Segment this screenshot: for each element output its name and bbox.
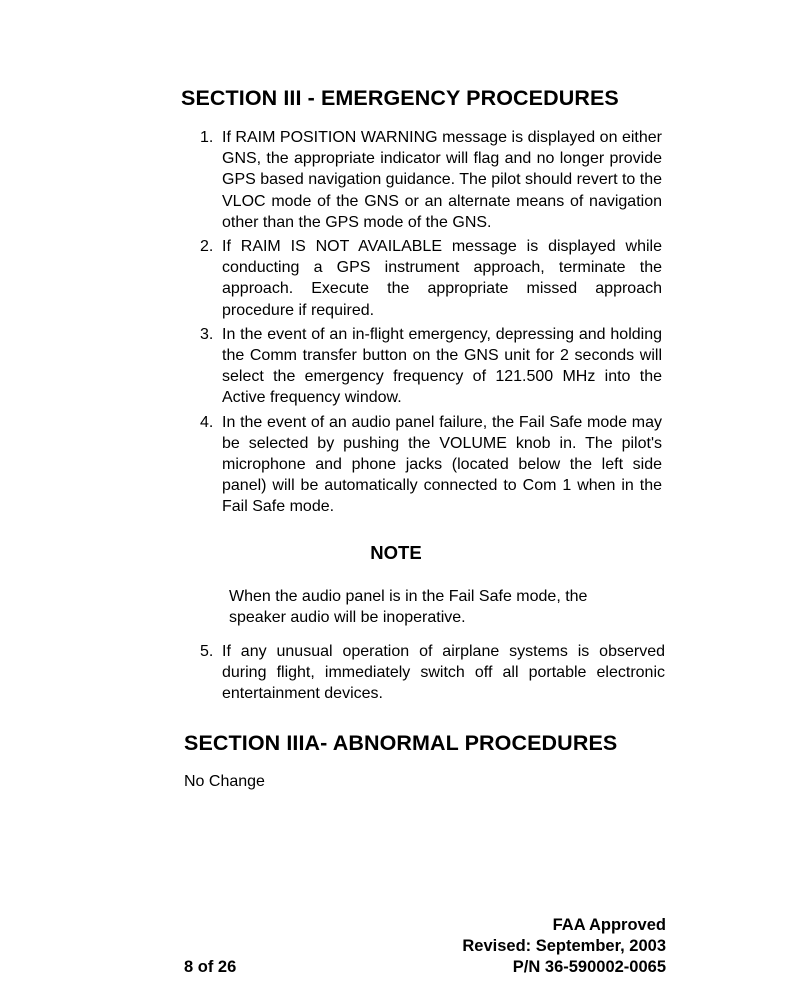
list-item <box>0 127 662 233</box>
revised-date: Revised: September, 2003 <box>462 937 666 955</box>
faa-approved-label: FAA Approved <box>552 916 666 934</box>
item-number: 2. <box>200 238 214 256</box>
list-item <box>0 324 662 409</box>
note-heading: NOTE <box>370 542 422 563</box>
emergency-procedures-list <box>0 127 792 521</box>
list-item <box>0 641 665 705</box>
item-text: In the event of an in-flight emergency, depressing and holding the Comm transfer button on the GNS unit for 2 seconds will select the emergency frequency of 121.500 MHz into the Active frequency window. <box>222 325 662 407</box>
emergency-procedures-list-continued <box>0 641 792 708</box>
section-iiia-body: No Change <box>184 773 265 790</box>
item-text: In the event of an audio panel failure, the Fail Safe mode may be selected by pushing the VOLUME knob in. The pilot's microphone and phone jacks (located below the left side panel) will be automatically connected to Com 1 when in the Fail Safe mode. <box>222 413 662 516</box>
item-number: 5. <box>200 643 214 660</box>
item-text: If RAIM IS NOT AVAILABLE message is displayed while conducting a GPS instrument approach, terminate the approach. Execute the appropriate missed approach procedure if required. <box>222 238 662 319</box>
note-text: When the audio panel is in the Fail Safe mode, the speaker audio will be inoperative. <box>229 588 588 627</box>
item-text: If any unusual operation of airplane systems is observed during flight, immediately switch off all portable electronic entertainment devices. <box>222 643 665 703</box>
section-iiia-heading: SECTION IIIA- ABNORMAL PROCEDURES <box>184 731 618 755</box>
footer-approval-block <box>462 915 666 978</box>
list-item <box>0 412 662 518</box>
part-number: P/N 36-590002-0065 <box>512 958 666 976</box>
item-number: 4. <box>200 413 214 431</box>
section-iii-heading: SECTION III - EMERGENCY PROCEDURES <box>181 86 619 110</box>
page-number: 8 of 26 <box>184 958 237 976</box>
list-item <box>0 236 662 321</box>
item-number: 1. <box>200 129 214 146</box>
item-text: If RAIM POSITION WARNING message is displayed on either GNS, the appropriate indicator will flag and no longer provide GPS based navigation guidance. The pilot should revert to the VLOC mode of the GNS or an alternate means of navigation other than the GPS mode of the GNS. <box>222 129 662 231</box>
item-number: 3. <box>200 325 214 343</box>
